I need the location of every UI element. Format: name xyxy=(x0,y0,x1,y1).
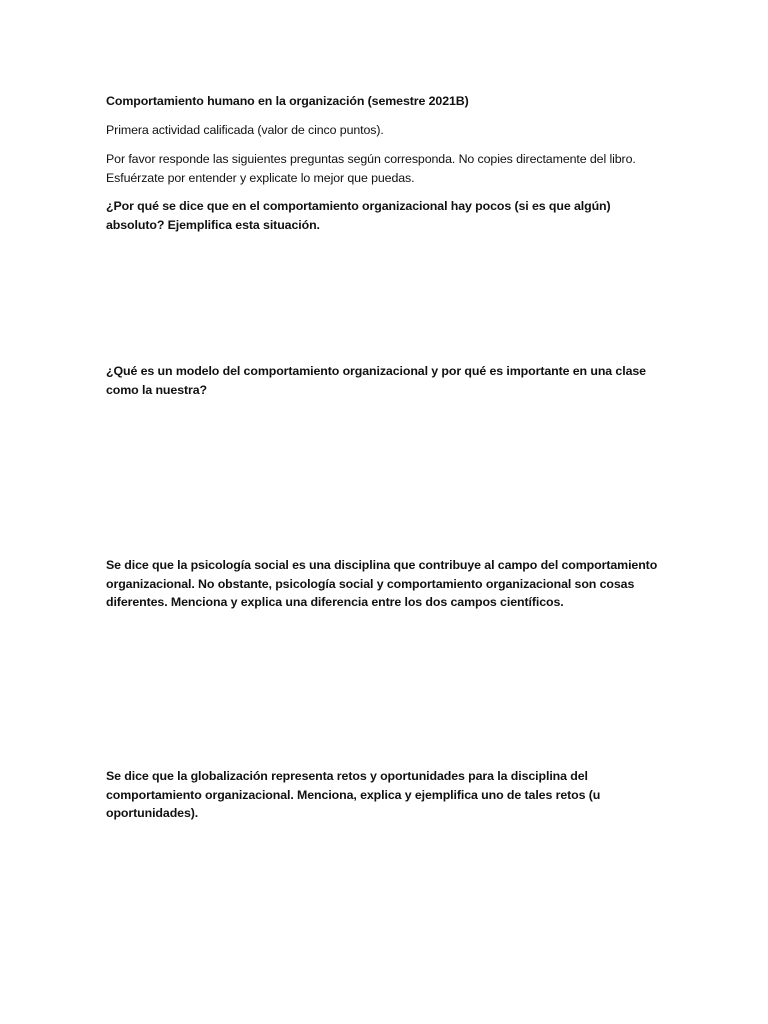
instructions-paragraph: Por favor responde las siguientes preguntas según corresponda. No copies directamente del libro. Esfuérzate por entender y explicate lo mejor que puedas. xyxy=(106,152,636,185)
question-4: Se dice que la globalización representa retos y oportunidades para la disciplina del comportamiento organizacional. Menciona, explica y ejemplifica uno de tales retos (u oportunidades). xyxy=(106,769,601,820)
document-title: Comportamiento humano en la organización (semestre 2021B) xyxy=(106,94,469,108)
question-1: ¿Por qué se dice que en el comportamiento organizacional hay pocos (si es que algún) absoluto? Ejemplifica esta situación. xyxy=(106,199,611,232)
activity-subtitle: Primera actividad calificada (valor de cinco puntos). xyxy=(106,123,384,137)
question-2: ¿Qué es un modelo del comportamiento organizacional y por qué es importante en una clase como la nuestra? xyxy=(106,364,646,397)
question-3: Se dice que la psicología social es una disciplina que contribuye al campo del comportamiento organizacional. No obstante, psicología social y comportamiento organizacional son cosas diferentes. Menciona y explica una diferencia entre los dos campos científicos. xyxy=(106,558,658,609)
